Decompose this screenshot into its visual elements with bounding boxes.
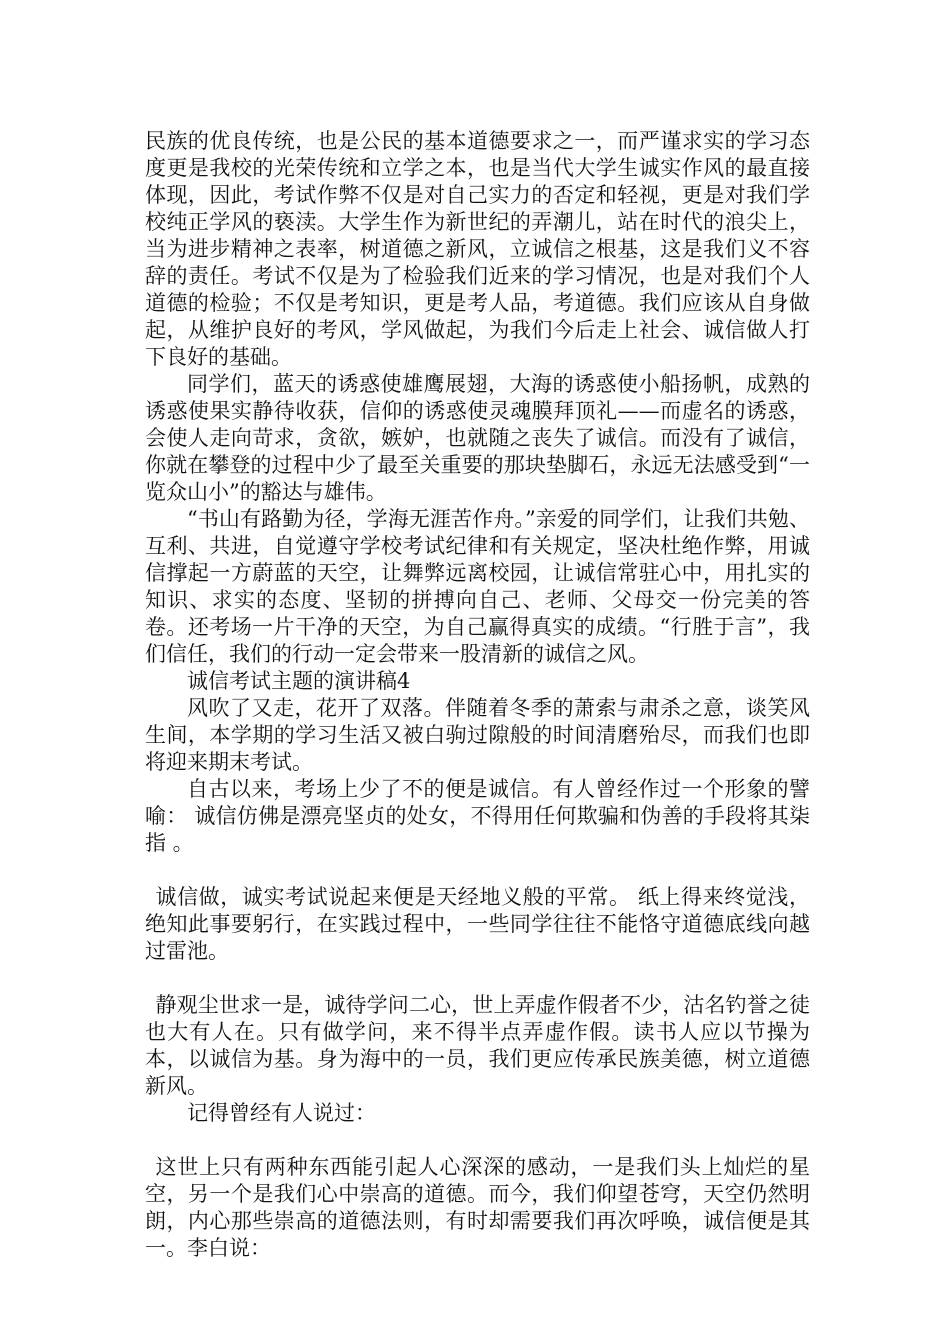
- paragraph-gap: [145, 1127, 810, 1154]
- paragraph-gap: [145, 965, 810, 992]
- paragraph: 自古以来，考场上少了不的便是诚信。有人曾经作过一个形象的譬喻： 诚信仿佛是漂亮坚贞的处女，不得用任何欺骗和伪善的手段将其柒指 。: [145, 777, 810, 855]
- document-body: [145, 128, 810, 1262]
- paragraph: 这世上只有两种东西能引起人心深深的感动，一是我们头上灿烂的星空，另一个是我们心中崇高的道德。而今，我们仰望苍穹，天空仍然明朗，内心那些崇高的道德法则，有时却需要我们再次呼唤，诚信便是其一。李白说：: [145, 1155, 810, 1260]
- section-heading: 诚信考试主题的演讲稿4: [187, 669, 411, 693]
- paragraph: 民族的优良传统，也是公民的基本道德要求之一，而严谨求实的学习态度更是我校的光荣传统和立学之本，也是当代大学生诚实作风的最直接体现，因此，考试作弊不仅是对自己实力的否定和轻视，更是对我们学校纯正学风的亵渎。大学生作为新世纪的弄潮儿，站在时代的浪尖上，当为进步精神之表率，树道德之新风，立诚信之根基，这是我们义不容辞的责任。考试不仅是为了检验我们近来的学习情况，也是对我们个人道德的检验；不仅是考知识，更是考人品，考道德。我们应该从自身做起，从维护良好的考风，学风做起，为我们今后走上社会、诚信做人打下良好的基础。: [145, 129, 810, 369]
- paragraph: 静观尘世求一是，诚待学问二心，世上弄虚作假者不少，沽名钓誉之徒也大有人在。只有做学问，来不得半点弄虚作假。读书人应以节操为本，以诚信为基。身为海中的一员，我们更应传承民族美德，树立道德新风。: [145, 993, 810, 1098]
- paragraph: “书山有路勤为径，学海无涯苦作舟。”亲爱的同学们，让我们共勉、互利、共进，自觉遵守学校考试纪律和有关规定，坚决杜绝作弊，用诚信撑起一方蔚蓝的天空，让舞弊远离校园，让诚信常驻心中，用扎实的知识、求实的态度、坚韧的拼搏向自己、老师、父母交一份完美的答卷。还考场一片干净的天空，为自己赢得真实的成绩。“行胜于言”，我们信任，我们的行动一定会带来一股清新的诚信之风。: [145, 507, 810, 666]
- paragraph: 诚信做，诚实考试说起来便是天经地义般的平常。 纸上得来终觉浅，绝知此事要躬行，在实践过程中，一些同学往往不能恪守道德底线向越过雷池。: [145, 885, 810, 963]
- paragraph-gap: [145, 857, 810, 884]
- paragraph: 风吹了又走，花开了双落。伴随着冬季的萧索与肃杀之意，谈笑风生间，本学期的学习生活又被白驹过隙般的时间清磨殆尽，而我们也即将迎来期末考试。: [145, 696, 810, 774]
- paragraph: 记得曾经有人说过：: [187, 1101, 376, 1125]
- paragraph: 同学们，蓝天的诱惑使雄鹰展翅，大海的诱惑使小船扬帆，成熟的诱惑使果实静待收获，信仰的诱惑使灵魂膜拜顶礼——而虚名的诱惑，会使人走向苛求，贪欲，嫉妒，也就随之丧失了诚信。而没有了诚信，你就在攀登的过程中少了最至关重要的那块垫脚石，永远无法感受到“一览众山小”的豁达与雄伟。: [145, 372, 810, 504]
